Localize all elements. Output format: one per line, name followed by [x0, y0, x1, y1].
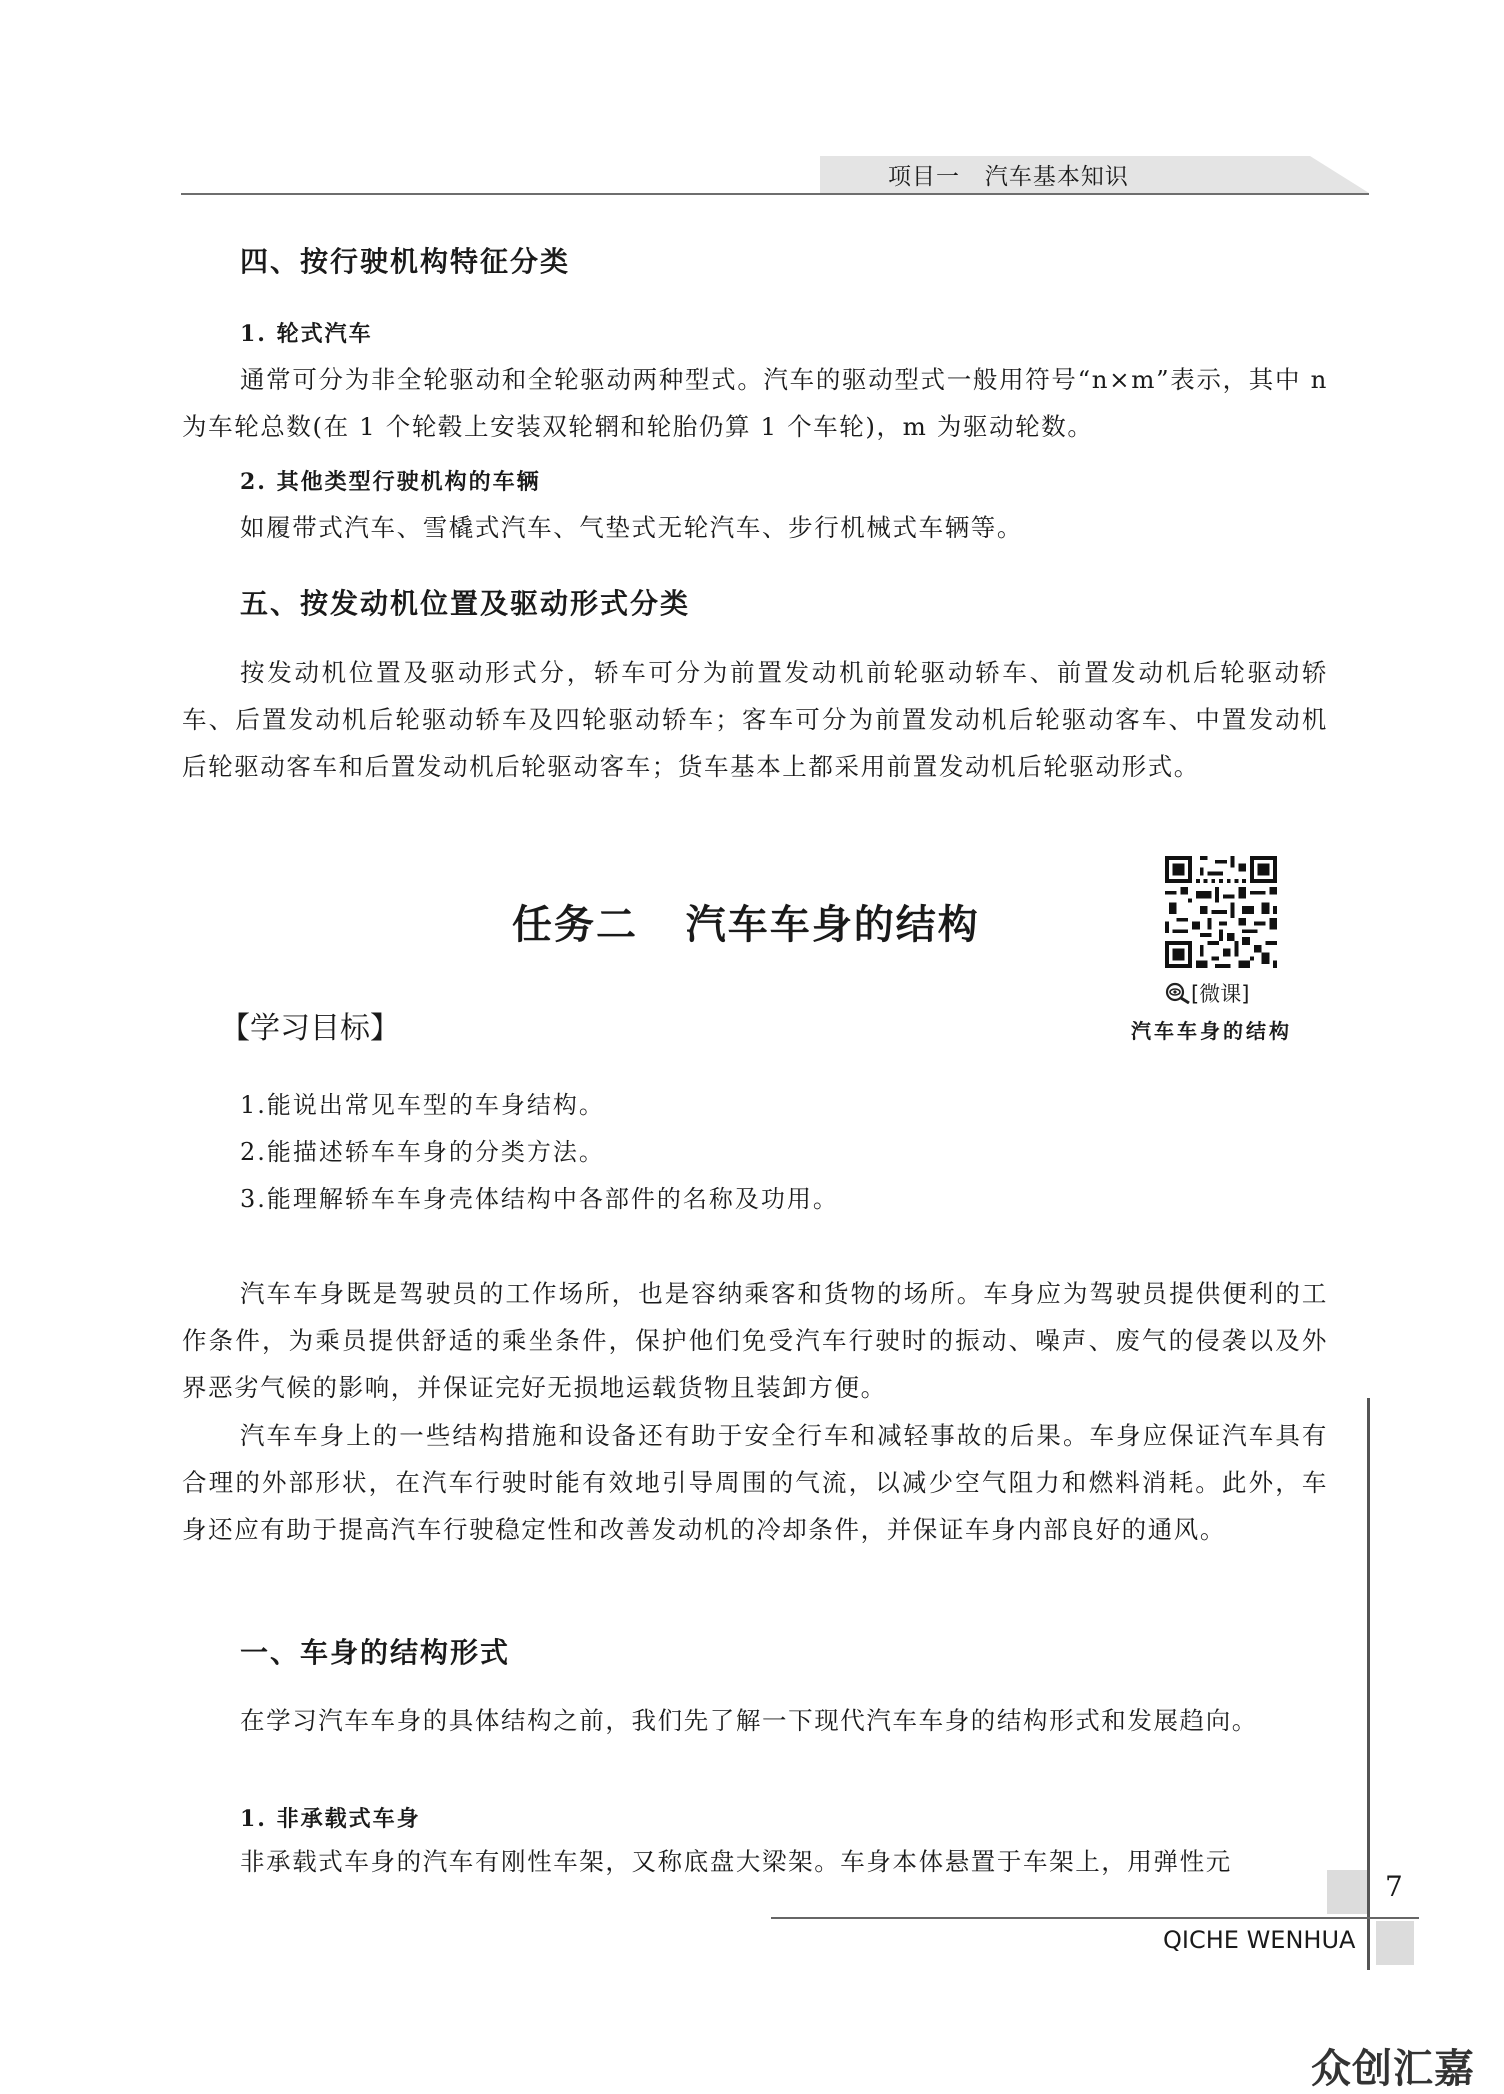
micro-lesson-name: 汽车车身的结构 — [1131, 1019, 1292, 1043]
body-paragraph-1: 汽车车身既是驾驶员的工作场所，也是容纳乘客和货物的场所。车身应为驾驶员提供便利的工作条件，为乘员提供舒适的乘坐条件，保护他们免受汽车行驶时的振动、噪声、废气的侵袭以及外界恶劣气候的影响，并保证完好无损地运载货物且装卸方便。 — [182, 1279, 1328, 1402]
section1-title: 一、车身的结构形式 — [240, 1636, 511, 1669]
running-header: 项目一 汽车基本知识 — [888, 164, 1129, 190]
watermark: 众创汇嘉 — [1311, 2046, 1475, 2092]
goal-item-1: 1.能说出常见车型的车身结构。 — [240, 1091, 605, 1119]
section4-sub2-paragraph: 如履带式汽车、雪橇式汽车、气垫式无轮汽车、步行机械式车辆等。 — [240, 513, 1023, 542]
body-paragraph-2: 汽车车身上的一些结构措施和设备还有助于安全行车和减轻事故的后果。车身应保证汽车具有合理的外部形状，在汽车行驶时能有效地引导周围的气流，以减少空气阻力和燃料消耗。此外，车身还应有助于提高汽车行驶稳定性和改善发动机的冷却条件，并保证车身内部良好的通风。 — [182, 1421, 1328, 1544]
qr-code[interactable] — [1165, 856, 1277, 968]
section1-paragraph: 在学习汽车车身的具体结构之前，我们先了解一下现代汽车车身的结构形式和发展趋向。 — [240, 1706, 1258, 1735]
goal-item-2: 2.能描述轿车车身的分类方法。 — [240, 1138, 605, 1166]
footer-box — [1376, 1921, 1414, 1965]
page-number-box — [1327, 1870, 1367, 1914]
magnifier-eye-icon — [1165, 982, 1191, 1004]
footer-rule — [771, 1917, 1419, 1919]
task-title: 任务二 汽车车身的结构 — [512, 901, 980, 948]
section1-sub1-title: 1. 非承载式车身 — [240, 1806, 421, 1832]
section5-title: 五、按发动机位置及驱动形式分类 — [240, 587, 691, 620]
goal-item-3: 3.能理解轿车车身壳体结构中各部件的名称及功用。 — [240, 1185, 839, 1213]
section4-sub2-title: 2. 其他类型行驶机构的车辆 — [240, 469, 541, 495]
side-rule — [1367, 1398, 1370, 1970]
micro-lesson-text: [微课] — [1191, 982, 1250, 1006]
micro-lesson-label — [1165, 978, 1249, 1008]
section4-title: 四、按行驶机构特征分类 — [240, 245, 571, 278]
header-rule — [181, 193, 1369, 195]
section4-sub1-paragraph: 通常可分为非全轮驱动和全轮驱动两种型式。汽车的驱动型式一般用符号“n×m”表示，其中 n 为车轮总数(在 1 个轮毂上安装双轮辋和轮胎仍算 1 个车轮)，m 为驱动轮数。 — [182, 365, 1328, 441]
page-number: 7 — [1385, 1870, 1403, 1903]
section1-sub1-paragraph: 非承载式车身的汽车有刚性车架，又称底盘大梁架。车身本体悬置于车架上，用弹性元 — [240, 1847, 1232, 1876]
footer-text: QICHE WENHUA — [1163, 1926, 1356, 1954]
goals-title: 【学习目标】 — [220, 1011, 400, 1046]
section5-paragraph: 按发动机位置及驱动形式分，轿车可分为前置发动机前轮驱动轿车、前置发动机后轮驱动轿车、后置发动机后轮驱动轿车及四轮驱动轿车；客车可分为前置发动机后轮驱动客车、中置发动机后轮驱动客车和后置发动机后轮驱动客车；货车基本上都采用前置发动机后轮驱动形式。 — [182, 658, 1328, 781]
section4-sub1-title: 1. 轮式汽车 — [240, 321, 373, 347]
